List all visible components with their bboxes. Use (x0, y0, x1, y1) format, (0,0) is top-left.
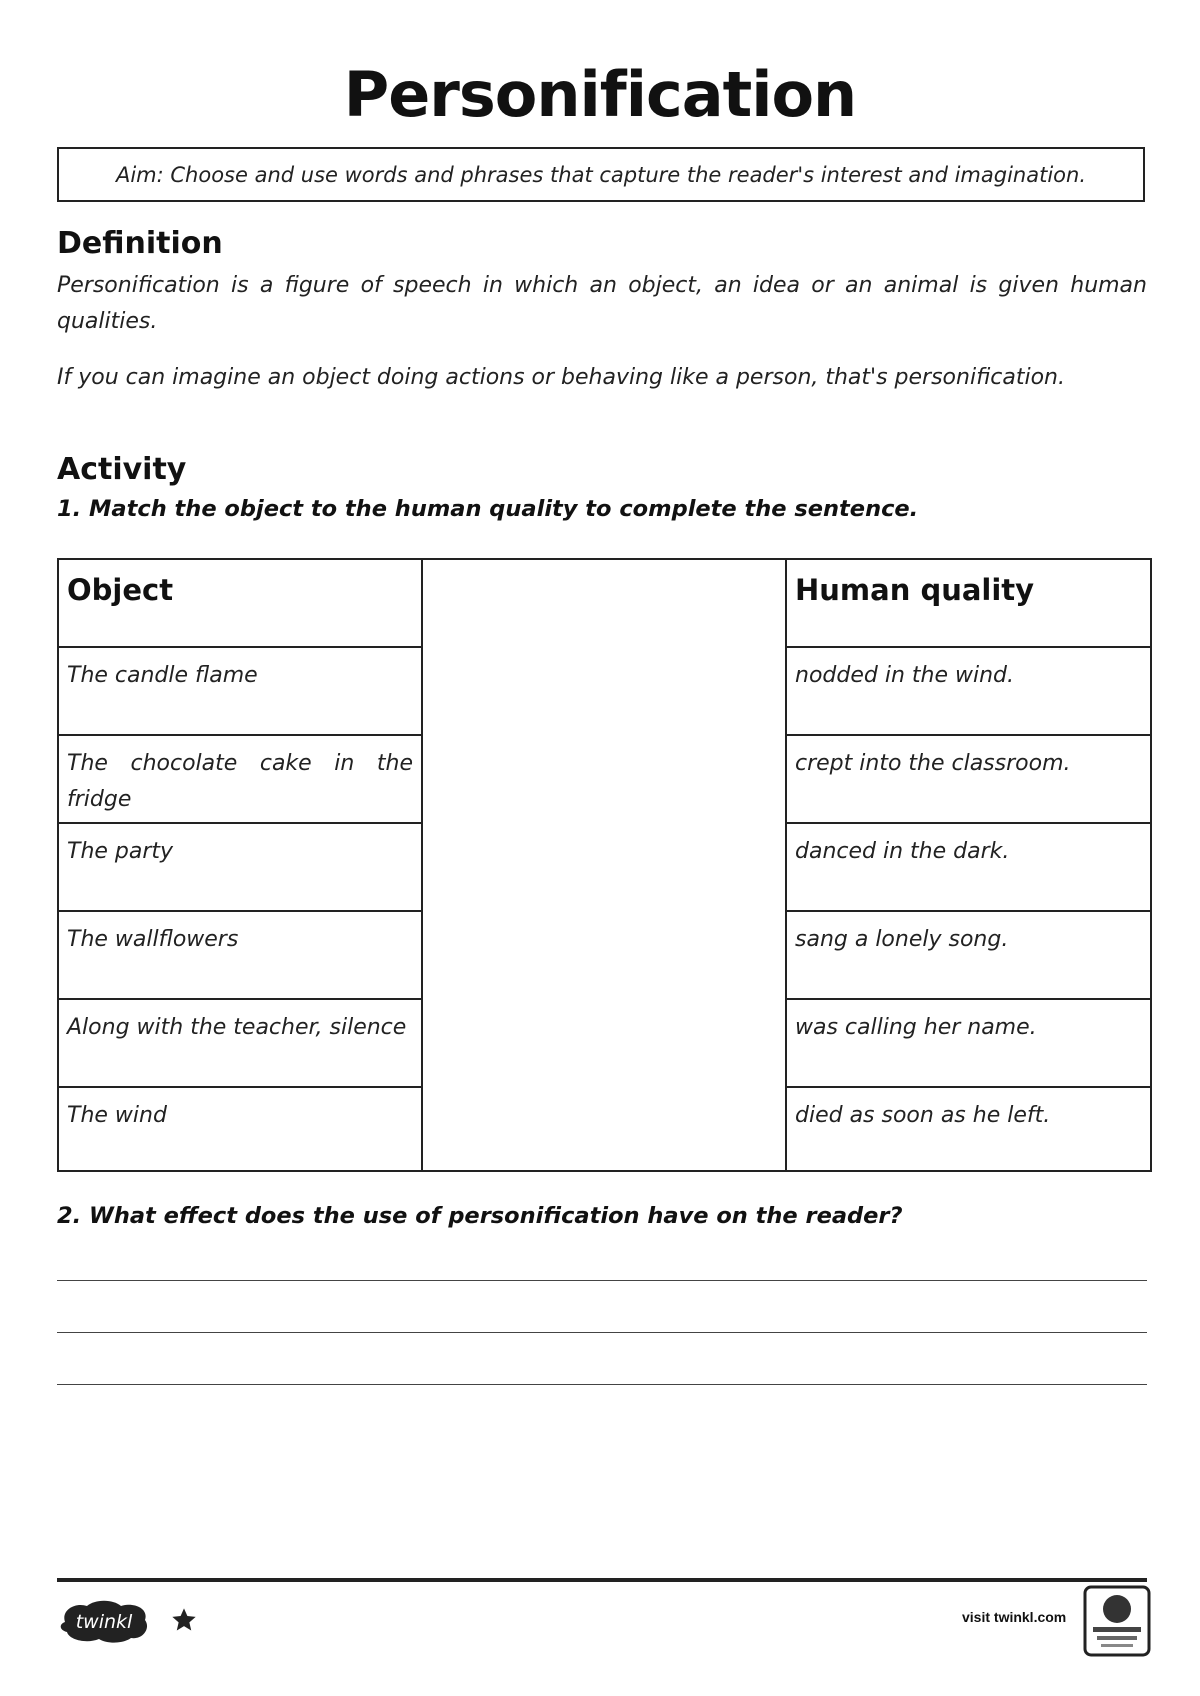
definition-paragraph-1: Personification is a figure of speech in which an object, an idea or an animal is given human qualities. (57, 273, 1147, 334)
object-cell: The wind (67, 1103, 167, 1128)
twinkl-logo-icon (57, 1598, 151, 1644)
quality-cell: sang a lonely song. (787, 912, 1150, 1000)
definition-heading: Definition (57, 226, 223, 261)
quality-cell: died as soon as he left. (795, 1103, 1051, 1128)
quality-cell: crept into the classroom. (787, 736, 1150, 824)
object-header: Object (59, 560, 421, 648)
quality-cell: danced in the dark. (787, 824, 1150, 912)
human-quality-column (785, 558, 1152, 1172)
footer-divider (57, 1578, 1147, 1582)
aim-text: Aim: Choose and use words and phrases that capture the reader's interest and imagination. (115, 162, 1086, 187)
quality-cell: was calling her name. (787, 1000, 1150, 1088)
object-cell: The wallflowers (59, 912, 421, 1000)
question-2: 2. What effect does the use of personification have on the reader? (57, 1203, 903, 1229)
star-icon (170, 1606, 198, 1634)
question-1: 1. Match the object to the human quality to complete the sentence. (57, 496, 919, 522)
page-title: Personification (343, 58, 857, 131)
definition-paragraph-2: If you can imagine an object doing actions or behaving like a person, that's personification. (57, 365, 1065, 390)
answer-line[interactable] (57, 1384, 1147, 1385)
object-column (57, 558, 423, 1172)
quality-cell: nodded in the wind. (787, 648, 1150, 736)
quality-standard-badge-icon (1083, 1585, 1151, 1657)
answer-line[interactable] (57, 1280, 1147, 1281)
human-quality-header: Human quality (787, 560, 1150, 648)
object-cell: The candle flame (59, 648, 421, 736)
activity-heading: Activity (57, 452, 187, 487)
object-cell: The chocolate cake in the fridge (59, 736, 421, 824)
logo-text: twinkl (75, 1611, 133, 1633)
object-cell: The party (59, 824, 421, 912)
answer-line[interactable] (57, 1332, 1147, 1333)
aim-box (57, 147, 1145, 202)
visit-link[interactable]: visit twinkl.com (962, 1609, 1067, 1625)
object-cell: Along with the teacher, silence (59, 1000, 421, 1088)
matching-area[interactable] (421, 558, 787, 1172)
